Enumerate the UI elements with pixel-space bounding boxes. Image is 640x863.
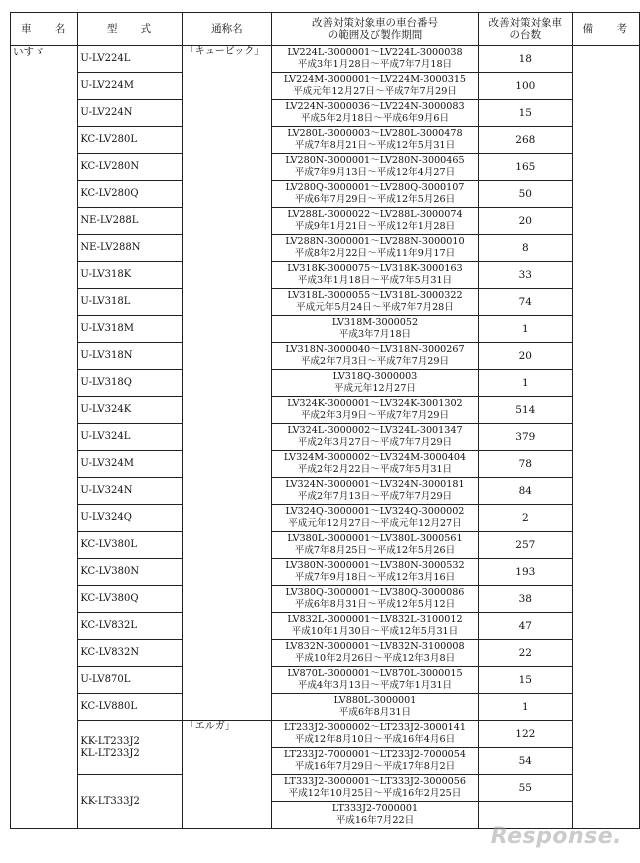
range-cell	[271, 667, 478, 694]
chassis-range: LV318L-3000055～LV318L-3000322	[287, 290, 463, 301]
chassis-range: LV380L-3000001～LV380L-3000561	[287, 533, 463, 544]
production-period: 平成10年1月30日～平成12年5月31日	[291, 626, 459, 637]
range-cell	[271, 127, 478, 154]
count-cell: 18	[478, 46, 572, 73]
count-cell: 78	[478, 451, 572, 478]
count-cell: 1	[478, 694, 572, 721]
range-cell	[271, 316, 478, 343]
count-cell: 1	[478, 370, 572, 397]
count-cell: 15	[478, 100, 572, 127]
range-cell	[271, 613, 478, 640]
model-cell: U-LV324K	[78, 397, 182, 424]
model-cell: U-LV224M	[78, 73, 182, 100]
table-row	[11, 640, 640, 667]
production-period: 平成6年7月29日～平成12年5月26日	[294, 194, 456, 205]
maker-cell: いすゞ	[11, 46, 78, 829]
table-row	[11, 343, 640, 370]
model-cell: U-LV324Q	[78, 505, 182, 532]
chassis-range: LV280N-3000001～LV280N-3000465	[285, 155, 465, 166]
production-period: 平成3年7月18日	[338, 329, 412, 340]
production-period: 平成16年7月29日～平成17年8月2日	[294, 761, 456, 772]
production-period: 平成7年9月18日～平成12年3月16日	[294, 572, 456, 583]
header-range	[271, 13, 478, 46]
model-cell: KC-LV880L	[78, 694, 182, 721]
model-cell: U-LV870L	[78, 667, 182, 694]
chassis-range: LV380N-3000001～LV380N-3000532	[285, 560, 465, 571]
production-period: 平成5年2月18日～平成6年9月6日	[300, 113, 450, 124]
chassis-range: LV832L-3000001～LV832L-3100012	[287, 614, 463, 625]
count-cell: 165	[478, 154, 572, 181]
model-cell: KC-LV380N	[78, 559, 182, 586]
table-row	[11, 262, 640, 289]
range-cell	[271, 289, 478, 316]
range-cell	[271, 586, 478, 613]
model-cell: U-LV224L	[78, 46, 182, 73]
response-watermark-logo: Response.	[490, 824, 622, 849]
range-cell	[271, 73, 478, 100]
range-cell	[271, 424, 478, 451]
table-row	[11, 289, 640, 316]
model-cell: U-LV324L	[78, 424, 182, 451]
count-cell: 257	[478, 532, 572, 559]
table-row	[11, 154, 640, 181]
range-cell	[271, 154, 478, 181]
production-period: 平成元年5月24日～平成7年7月28日	[296, 302, 454, 313]
count-cell: 54	[478, 748, 572, 775]
header-notes: 備 考	[572, 13, 639, 46]
chassis-range: LV832N-3000001～LV832N-3100008	[285, 641, 465, 652]
chassis-range: LT233J2-7000001～LT233J2-7000054	[283, 749, 466, 760]
range-cell	[271, 694, 478, 721]
count-cell: 1	[478, 316, 572, 343]
header-row	[11, 13, 640, 46]
production-period: 平成4年3月13日～平成7年1月31日	[297, 680, 453, 691]
count-cell: 193	[478, 559, 572, 586]
chassis-range: LV880L-3000001	[333, 695, 417, 706]
table-row	[11, 613, 640, 640]
model-cell: U-LV324M	[78, 451, 182, 478]
model-cell: KC-LV280L	[78, 127, 182, 154]
chassis-range: LT333J2-7000001	[331, 803, 419, 814]
model-cell: KK-LT333J2	[78, 775, 182, 829]
model-cell: KC-LV280Q	[78, 181, 182, 208]
model-cell: U-LV318N	[78, 343, 182, 370]
range-cell	[271, 640, 478, 667]
production-period: 平成元年12月27日	[333, 383, 416, 394]
chassis-range: LV870L-3000001～LV870L-3000015	[287, 668, 463, 679]
table-row	[11, 559, 640, 586]
production-period: 平成2年3月9日～平成7年7月29日	[300, 410, 450, 421]
range-cell	[271, 532, 478, 559]
chassis-range: LT233J2-3000002～LT233J2-3000141	[283, 722, 466, 733]
production-period: 平成8年2月22日～平成11年9月17日	[294, 248, 456, 259]
production-period: 平成2年7月3日～平成7年7月29日	[300, 356, 450, 367]
range-cell	[271, 262, 478, 289]
count-cell: 84	[478, 478, 572, 505]
model-cell: KC-LV280N	[78, 154, 182, 181]
production-period: 平成2年7月13日～平成7年7月29日	[297, 491, 453, 502]
header-nickname: 通称名	[182, 13, 271, 46]
model-line: KK-LT233J2	[80, 735, 140, 747]
recall-table	[10, 12, 640, 829]
model-cell: U-LV318L	[78, 289, 182, 316]
production-period: 平成2年3月27日～平成7年7月29日	[297, 437, 453, 448]
range-cell	[271, 46, 478, 73]
chassis-range: LV224M-3000001～LV224M-3000315	[283, 74, 467, 85]
chassis-range: LV288L-3000022～LV288L-3000074	[287, 209, 463, 220]
header-maker: 車 名	[11, 13, 78, 46]
chassis-range: LV280L-3000003～LV280L-3000478	[287, 128, 463, 139]
chassis-range: LV224L-3000001～LV224L-3000038	[287, 47, 463, 58]
production-period: 平成3年1月28日～平成7年7月18日	[297, 59, 453, 70]
header-range-line1: 改善対策対象車の車台番号	[311, 17, 438, 29]
count-cell: 100	[478, 73, 572, 100]
range-cell	[271, 478, 478, 505]
table-row	[11, 694, 640, 721]
table-row	[11, 100, 640, 127]
table-row	[11, 316, 640, 343]
chassis-range: LV380Q-3000001～LV380Q-3000086	[285, 587, 465, 598]
range-cell	[271, 370, 478, 397]
range-cell	[271, 451, 478, 478]
range-cell	[271, 181, 478, 208]
model-cell: KC-LV832L	[78, 613, 182, 640]
count-cell: 268	[478, 127, 572, 154]
production-period: 平成16年7月22日	[335, 815, 415, 826]
chassis-range: LV288N-3000001～LV288N-3000010	[285, 236, 465, 247]
production-period: 平成7年8月25日～平成12年5月26日	[294, 545, 456, 556]
header-count	[478, 13, 572, 46]
table-row	[11, 775, 640, 802]
range-cell	[271, 343, 478, 370]
nickname-cell: 「エルガ」	[182, 721, 271, 829]
table-row	[11, 235, 640, 262]
table-row	[11, 127, 640, 154]
table-row	[11, 532, 640, 559]
table-row	[11, 667, 640, 694]
model-cell: KC-LV380Q	[78, 586, 182, 613]
table-body	[11, 46, 640, 829]
model-line: KL-LT233J2	[80, 747, 140, 759]
count-cell: 2	[478, 505, 572, 532]
production-period: 平成9年1月21日～平成12年1月28日	[294, 221, 456, 232]
count-cell: 514	[478, 397, 572, 424]
header-count-line2: の台数	[509, 29, 542, 41]
count-cell: 74	[478, 289, 572, 316]
chassis-range: LV324N-3000001～LV324N-3000181	[285, 479, 465, 490]
count-cell: 8	[478, 235, 572, 262]
chassis-range: LV318Q-3000003	[332, 371, 418, 382]
table-row	[11, 73, 640, 100]
production-period: 平成7年9月13日～平成12年4月27日	[294, 167, 456, 178]
production-period: 平成元年12月27日～平成元年12月27日	[288, 518, 462, 529]
range-cell	[271, 721, 478, 748]
range-cell	[271, 100, 478, 127]
model-cell: NE-LV288N	[78, 235, 182, 262]
production-period: 平成10年2月26日～平成12年3月8日	[294, 653, 456, 664]
count-cell: 55	[478, 775, 572, 802]
table-row	[11, 424, 640, 451]
range-cell	[271, 397, 478, 424]
range-cell	[271, 775, 478, 802]
table-row	[11, 46, 640, 73]
chassis-range: LV324L-3000002～LV324L-3001347	[287, 425, 463, 436]
production-period: 平成6年8月31日～平成12年5月12日	[294, 599, 456, 610]
header-model: 型 式	[78, 13, 182, 46]
count-cell: 379	[478, 424, 572, 451]
chassis-range: LV324K-3000001～LV324K-3001302	[287, 398, 463, 409]
count-cell: 15	[478, 667, 572, 694]
production-period: 平成7年8月21日～平成12年5月31日	[294, 140, 456, 151]
chassis-range: LV280Q-3000001～LV280Q-3000107	[285, 182, 465, 193]
production-period: 平成6年8月31日	[338, 707, 412, 718]
chassis-range: LV318N-3000040～LV318N-3000267	[285, 344, 465, 355]
model-cell: NE-LV288L	[78, 208, 182, 235]
production-period: 平成12年10月25日～平成16年2月25日	[288, 788, 462, 799]
chassis-range: LV224N-3000036～LV224N-3000083	[285, 101, 465, 112]
header-count-line1: 改善対策対象車	[488, 17, 563, 29]
model-cell: KC-LV832N	[78, 640, 182, 667]
table-row	[11, 586, 640, 613]
chassis-range: LV324M-3000002～LV324M-3000404	[283, 452, 467, 463]
production-period: 平成12年8月10日～平成16年4月6日	[294, 734, 456, 745]
model-cell: U-LV318Q	[78, 370, 182, 397]
model-cell: KC-LV380L	[78, 532, 182, 559]
range-cell	[271, 505, 478, 532]
range-cell	[271, 208, 478, 235]
table-row	[11, 370, 640, 397]
model-cell: U-LV224N	[78, 100, 182, 127]
table-row	[11, 451, 640, 478]
range-cell	[271, 802, 478, 829]
table-row	[11, 397, 640, 424]
count-cell: 22	[478, 640, 572, 667]
count-cell: 33	[478, 262, 572, 289]
model-cell: U-LV318M	[78, 316, 182, 343]
production-period: 平成3年1月18日～平成7年5月31日	[297, 275, 453, 286]
range-cell	[271, 235, 478, 262]
table-row	[11, 505, 640, 532]
range-cell	[271, 559, 478, 586]
range-cell	[271, 748, 478, 775]
count-cell: 38	[478, 586, 572, 613]
table-row	[11, 478, 640, 505]
count-cell: 47	[478, 613, 572, 640]
notes-cell	[572, 46, 639, 829]
count-cell: 20	[478, 343, 572, 370]
chassis-range: LV318M-3000052	[331, 317, 419, 328]
count-cell: 20	[478, 208, 572, 235]
model-cell: U-LV324N	[78, 478, 182, 505]
model-cell: U-LV318K	[78, 262, 182, 289]
count-cell: 50	[478, 181, 572, 208]
chassis-range: LV318K-3000075～LV318K-3000163	[287, 263, 463, 274]
table-row	[11, 208, 640, 235]
chassis-range: LV324Q-3000001～LV324Q-3000002	[285, 506, 465, 517]
chassis-range: LT333J2-3000001～LT333J2-3000056	[283, 776, 466, 787]
table-row	[11, 181, 640, 208]
model-cell	[78, 721, 182, 775]
production-period: 平成2年2月22日～平成7年5月31日	[297, 464, 453, 475]
header-range-line2: の範囲及び製作期間	[327, 29, 423, 41]
count-cell: 122	[478, 721, 572, 748]
nickname-cell: 「キュービック」	[182, 46, 271, 721]
table-row	[11, 721, 640, 748]
production-period: 平成元年12月27日～平成7年7月29日	[292, 86, 457, 97]
